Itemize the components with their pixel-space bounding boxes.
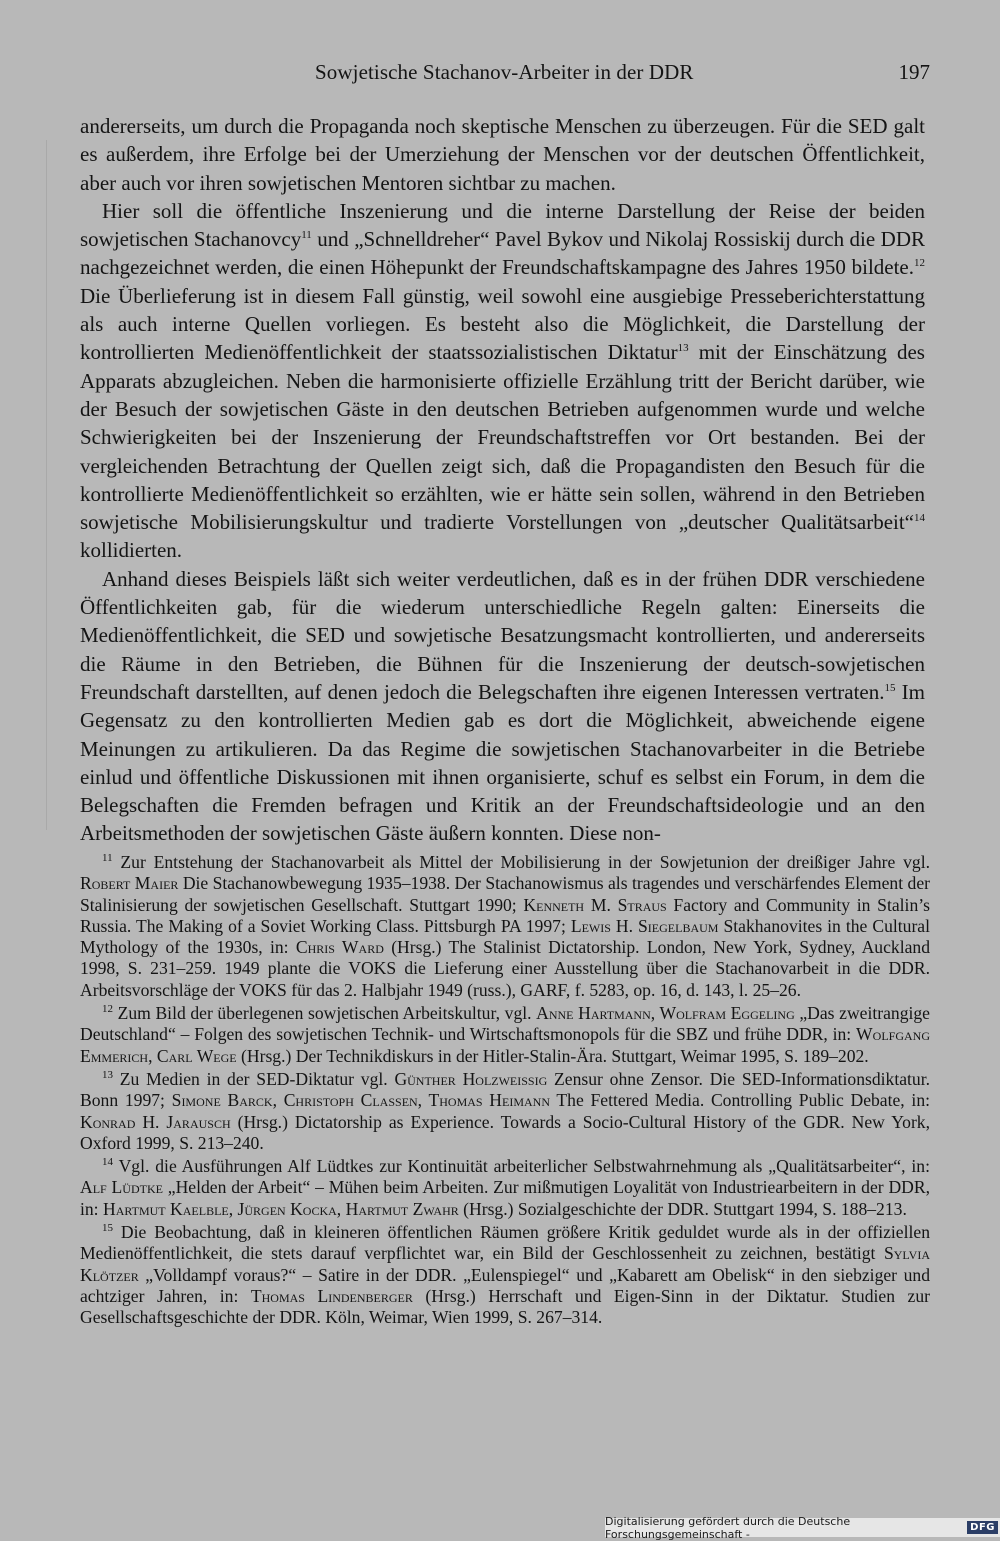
- running-head: [80, 60, 930, 90]
- text-run: Anhand dieses Beispiels läßt sich weiter verdeutlichen, daß es in der frühen DDR verschiedene Öffentlichkeiten gab, für die wiederum unterschiedliche Regeln galten: Einerseits die Medienöffentlichkeit, die SED und sowjetische Besatzungsmacht kontrollierten, und andererseits die Räume in den Betrieben, die Bühnen für die Inszenierung der deutsch-sowjetischen Freundschaft darstellten, auf denen jedoch die Belegschaften ihre eigenen Interessen vertraten.: [80, 566, 925, 704]
- author-name: Thomas Lindenberger: [250, 1285, 413, 1306]
- text-run: (Hrsg.) Dictatorship as Experience. Towards a Socio-Cultural History of the GDR. New York, Oxford 1999, S. 213–240.: [80, 1111, 930, 1153]
- footnote-13: [80, 1069, 930, 1154]
- dfg-logo: DFG: [967, 1521, 998, 1534]
- author-name: Wolfgang Emmerich, Carl Wege: [80, 1024, 930, 1066]
- footnote-12: [80, 1003, 930, 1067]
- author-name: Hartmut Kaelble, Jürgen Kocka, Hartmut Zwahr: [102, 1198, 459, 1219]
- text-run: (Hrsg.) Der Technikdiskurs in der Hitler-Stalin-Ära. Stuttgart, Weimar 1995, S. 189–202.: [236, 1045, 869, 1066]
- footnote-ref: 14: [102, 1156, 113, 1169]
- page-number: 197: [898, 60, 930, 84]
- author-name: Chris Ward: [295, 937, 384, 958]
- paragraph-2: [80, 197, 925, 565]
- text-run: Stakhanovites in the Cultural Mythology of the 1930s, in:: [80, 915, 931, 958]
- scan-margin-line: [46, 140, 47, 830]
- text-run: Die Stachanowbewegung 1935–1938. Der Stachanowismus als tragendes und verschärfendes Element der Stalinisierung der sowjetischen Gesellschaft. Stuttgart 1990;: [80, 873, 930, 915]
- running-title: Sowjetische Stachanov-Arbeiter in der DDR: [315, 60, 694, 84]
- digitization-credit-banner: [605, 1514, 1000, 1541]
- author-name: Sylvia Klötzer: [80, 1243, 930, 1285]
- author-name: Anne Hartmann, Wolfram Eggeling: [536, 1003, 795, 1024]
- footnote-ref: 15: [884, 681, 896, 694]
- author-name: Simone Barck, Christoph Classen, Thomas Heimann: [171, 1090, 551, 1111]
- text-run: kollidierten.: [80, 538, 183, 563]
- footnote-ref: 12: [914, 257, 925, 270]
- footnote-ref: 11: [301, 229, 312, 242]
- footnotes: [80, 852, 930, 1331]
- text-run: Zensur ohne Zensor. Die SED-Informationsdiktatur. Bonn 1997;: [80, 1068, 930, 1111]
- text-run: „Das zweitrangige Deutschland“ – Folgen des sowjetischen Technik- und Wirtschaftsmonopols für die SBZ und frühe DDR, in:: [80, 1003, 930, 1045]
- paragraph-3: [80, 565, 925, 848]
- author-name: Lewis H. Siegelbaum: [570, 915, 719, 936]
- text-run: Die Überlieferung ist in diesem Fall günstig, weil sowohl eine ausgiebige Presseberichterstattung als auch interne Quellen vorliegen. Es besteht also die Möglichkeit, die Darstellung der kontrollierten Medienöffentlichkeit der staatssozialistischen Diktatur: [80, 283, 925, 365]
- text-run: (Hrsg.) The Stalinist Dictatorship. London, New York, Sydney, Auckland 1998, S. 231–259. 1949 plante die VOKS die Lieferung einer Ausstellung über die Stachanovarbeit in die DDR. Arbeitsvorschläge der VOKS für das 2. Halbjahr 1949 (russ.), GARF, f. 5283, op. 16, d. 143, l. 25–26.: [80, 937, 930, 1000]
- text-run: Vgl. die Ausführungen Alf Lüdtkes zur Kontinuität arbeiterlicher Selbstwahrnehmung als „Qualitätsarbeiter“, in:: [113, 1156, 930, 1177]
- author-name: Konrad H. Jarausch: [80, 1111, 231, 1132]
- footnote-14: [80, 1156, 930, 1220]
- author-name: Kenneth M. Straus: [523, 894, 667, 915]
- author-name: Günther Holzweißig: [394, 1068, 548, 1089]
- footnote-ref: 13: [102, 1069, 113, 1082]
- text-run: (Hrsg.) Sozialgeschichte der DDR. Stuttgart 1994, S. 188–213.: [458, 1198, 907, 1219]
- text-run: The Fettered Media. Controlling Public Debate, in:: [550, 1090, 931, 1111]
- text-run: mit der Einschätzung des Apparats abzugleichen. Neben die harmonisierte offizielle Erzählung tritt der Bericht darüber, wie der Besuch der sowjetischen Gäste in den deutschen Betrieben aufgenommen wurde und welche Schwierigkeiten bei der Inszenierung der Freundschaftstreffen vor Ort bestanden. Bei der vergleichenden Betrachtung der Quellen zeigt sich, daß die Propagandisten den Besuch für die kontrollierte Medienöffentlichkeit so erzählten, wie er hätte sein sollen, während in den Betrieben sowjetische Mobilisierungskultur und tradierte Vorstellungen von „deutscher Qualitätsarbeit“: [80, 340, 925, 535]
- footnote-15: [80, 1222, 930, 1328]
- digitization-credit-text: Digitalisierung gefördert durch die Deutsche Forschungsgemeinschaft -: [605, 1514, 851, 1541]
- footnote-ref: 13: [677, 342, 689, 355]
- author-name: Robert Maier: [80, 873, 179, 894]
- footnote-11: [80, 852, 930, 1001]
- text-run: Factory and Community in Stalin’s Russia. The Making of a Soviet Working Class. Pittsburgh PA 1997;: [80, 894, 930, 936]
- text-run: Im Gegensatz zu den kontrollierten Medien gab es dort die Möglichkeit, abweichende eigene Meinungen zu artikulieren. Da das Regime die sowjetischen Stachanovarbeiter in die Betriebe einlud und öffentliche Diskussionen mit ihnen organisierte, schuf es selbst ein Forum, in dem die Belegschaften die Fremden befragen und Kritik an der Freundschaftsideologie und an den Arbeitsmethoden der sowjetischen Gäste äußern konnten. Diese non-: [80, 679, 925, 846]
- text-run: „Helden der Arbeit“ – Mühen beim Arbeiten. Zur mißmutigen Loyalität von Industriearbeitern in der DDR, in:: [80, 1177, 930, 1219]
- text-run: andererseits, um durch die Propaganda noch skeptische Menschen zu überzeugen. Für die SED galt es außerdem, ihre Erfolge bei der Umerziehung der Menschen vor der deutschen Öffentlichkeit, aber auch vor ihren sowjetischen Mentoren sichtbar zu machen.: [80, 114, 925, 195]
- text-run: Zur Entstehung der Stachanovarbeit als Mittel der Mobilisierung in der Sowjetunion der dreißiger Jahre vgl.: [112, 852, 930, 872]
- text-run: Die Beobachtung, daß in kleineren öffentlichen Räumen größere Kritik geduldet wurde als in der offiziellen Medienöffentlichkeit, die stets darauf verpflichtet war, ein Bild der Geschlossenheit zu zeichnen, bestätigt: [80, 1222, 930, 1264]
- footnote-ref: 14: [914, 512, 925, 525]
- text-run: Zum Bild der überlegenen sowjetischen Arbeitskultur, vgl.: [113, 1003, 537, 1024]
- footnote-ref: 15: [102, 1222, 113, 1235]
- text-run: Zu Medien in der SED-Diktatur vgl.: [113, 1068, 395, 1089]
- footnote-ref: 11: [102, 852, 113, 865]
- footnote-ref: 12: [102, 1003, 113, 1016]
- paragraph-1: [80, 112, 925, 197]
- text-run: (Hrsg.) Herrschaft und Eigen-Sinn in der Diktatur. Studien zur Gesellschaftsgeschichte der DDR. Köln, Weimar, Wien 1999, S. 267–314.: [80, 1285, 930, 1328]
- text-run: Hier soll die öffentliche Inszenierung und die interne Darstellung der Reise der beiden sowjetischen Stachanovcy: [80, 198, 925, 252]
- text-run: „Volldampf voraus?“ – Satire in der DDR. „Eulenspiegel“ und „Kabarett am Obelisk“ in den siebziger und achtziger Jahren, in:: [80, 1264, 930, 1306]
- text-run: und „Schnelldreher“ Pavel Bykov und Nikolaj Rossiskij durch die DDR nachgezeichnet werden, die einen Höhepunkt der Freundschaftskampagne des Jahres 1950 bildete.: [80, 227, 925, 280]
- body-text: [80, 112, 925, 848]
- author-name: Alf Lüdtke: [80, 1177, 163, 1198]
